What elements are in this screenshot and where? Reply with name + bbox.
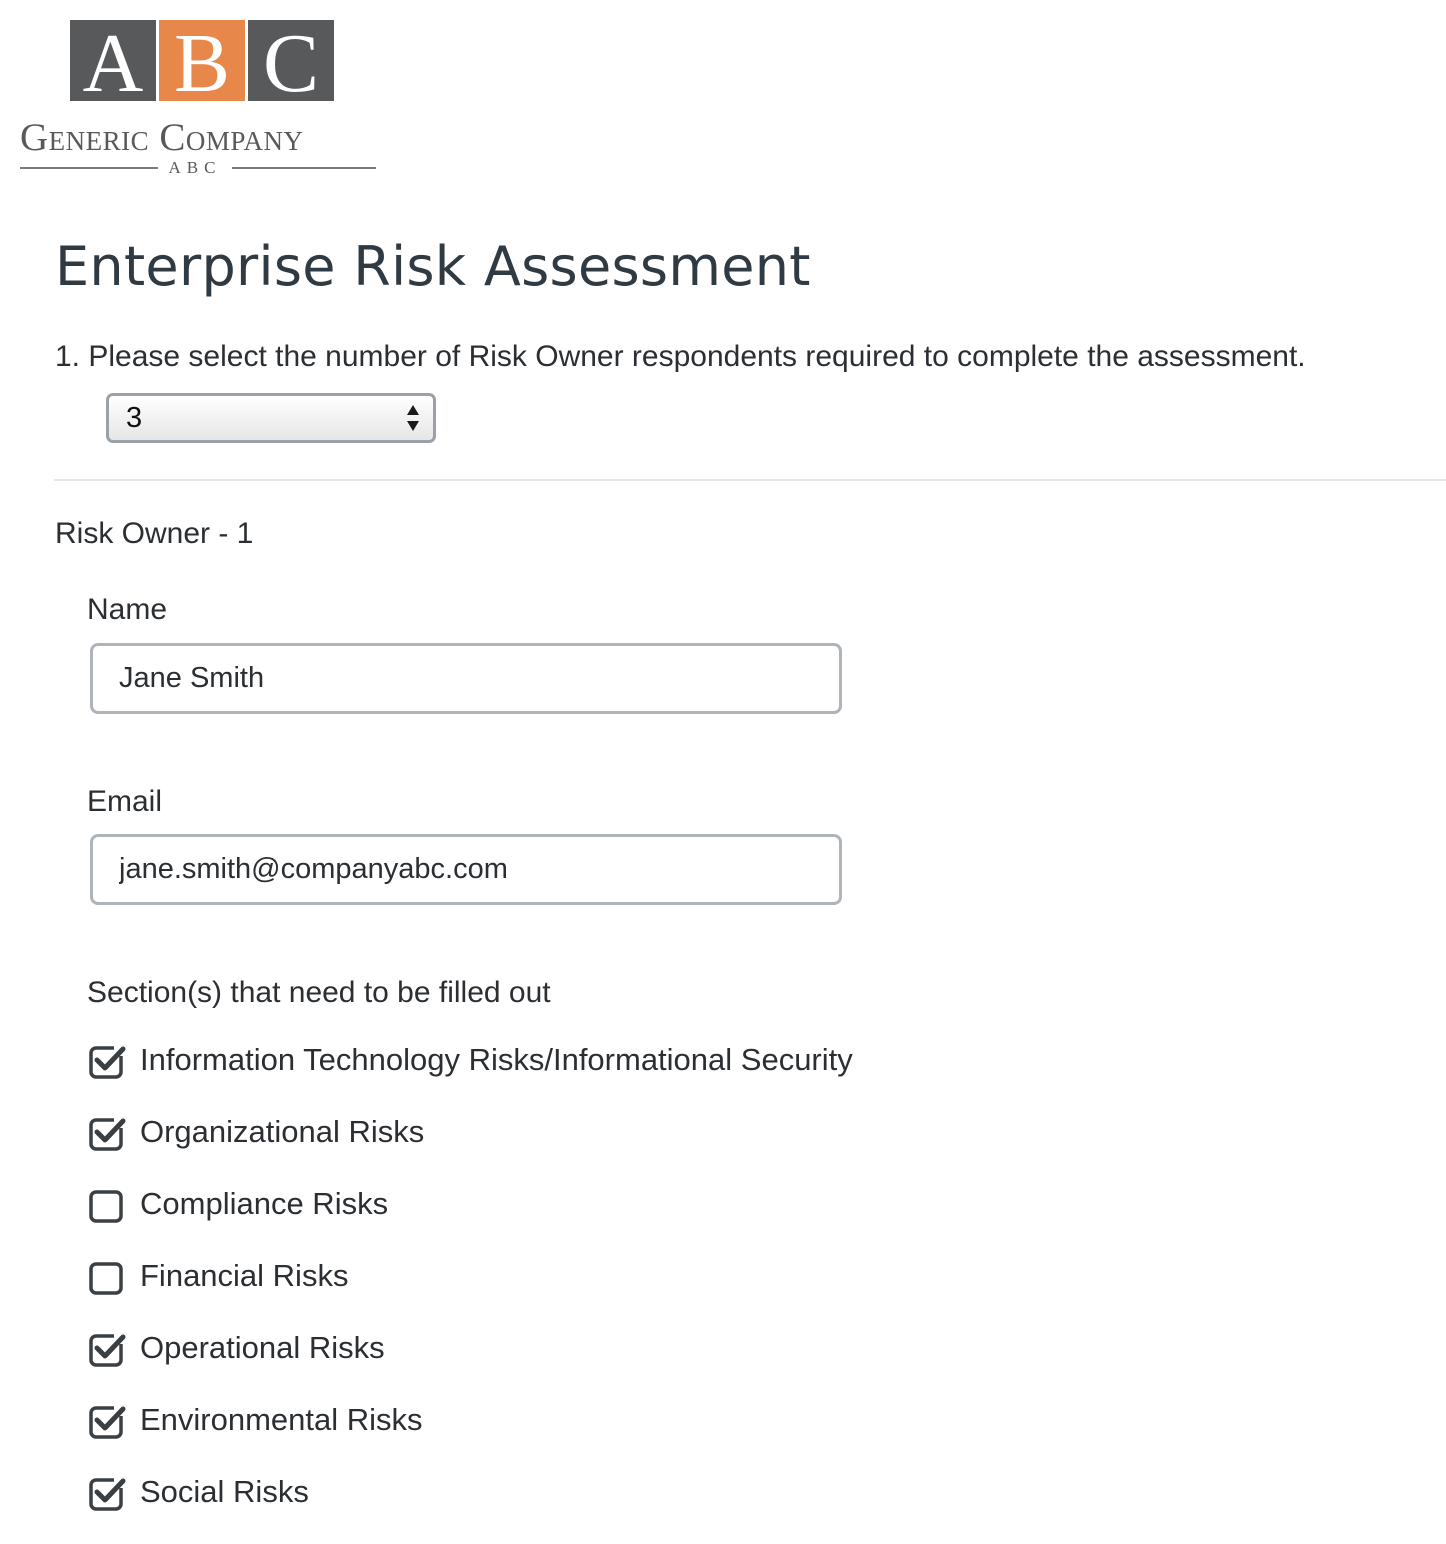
email-label: Email <box>87 785 163 818</box>
logo-tagline-row <box>20 158 376 178</box>
logo-letter-a: A <box>70 20 156 101</box>
question-respondent-count: 1. Please select the number of Risk Owner respondents required to complete the assessment. <box>55 340 1306 373</box>
checkbox-unchecked-icon[interactable] <box>88 1186 126 1224</box>
sections-label: Section(s) that need to be filled out <box>87 976 551 1009</box>
section-label: Compliance Risks <box>140 1186 389 1221</box>
section-item-compliance[interactable] <box>88 1184 853 1256</box>
section-item-environmental[interactable] <box>88 1400 853 1472</box>
logo-tagline: ABC <box>168 158 222 177</box>
section-label: Financial Risks <box>140 1258 349 1293</box>
logo-letter-c: C <box>248 20 334 101</box>
section-item-organizational[interactable] <box>88 1112 853 1184</box>
section-label: Information Technology Risks/Informational Security <box>140 1042 853 1077</box>
logo-rule-right <box>232 167 376 169</box>
company-logo <box>20 17 376 177</box>
respondent-count-value: 3 <box>126 402 143 434</box>
section-divider <box>54 479 1446 481</box>
section-item-social[interactable] <box>88 1472 853 1544</box>
logo-company-name: Generic Company <box>20 116 304 159</box>
checkbox-checked-icon[interactable] <box>88 1042 126 1080</box>
page-title: Enterprise Risk Assessment <box>55 235 811 298</box>
section-item-it-security[interactable] <box>88 1040 853 1112</box>
section-label: Organizational Risks <box>140 1114 425 1149</box>
checkbox-checked-icon[interactable] <box>88 1114 126 1152</box>
checkbox-checked-icon[interactable] <box>88 1402 126 1440</box>
section-label: Social Risks <box>140 1474 309 1509</box>
sections-checklist <box>88 1040 853 1544</box>
name-input[interactable] <box>90 643 842 714</box>
name-label: Name <box>87 593 168 626</box>
checkbox-checked-icon[interactable] <box>88 1330 126 1368</box>
checkbox-unchecked-icon[interactable] <box>88 1258 126 1296</box>
section-label: Environmental Risks <box>140 1402 423 1437</box>
section-label: Operational Risks <box>140 1330 385 1365</box>
section-item-financial[interactable] <box>88 1256 853 1328</box>
checkbox-checked-icon[interactable] <box>88 1474 126 1512</box>
respondent-count-select[interactable] <box>106 393 436 443</box>
email-input[interactable] <box>90 834 842 905</box>
up-down-arrows-icon <box>405 402 421 434</box>
logo-letter-blocks <box>70 17 334 110</box>
section-item-operational[interactable] <box>88 1328 853 1400</box>
logo-rule-left <box>20 167 158 169</box>
risk-owner-heading: Risk Owner - 1 <box>55 517 254 550</box>
logo-letter-b: B <box>159 20 245 101</box>
